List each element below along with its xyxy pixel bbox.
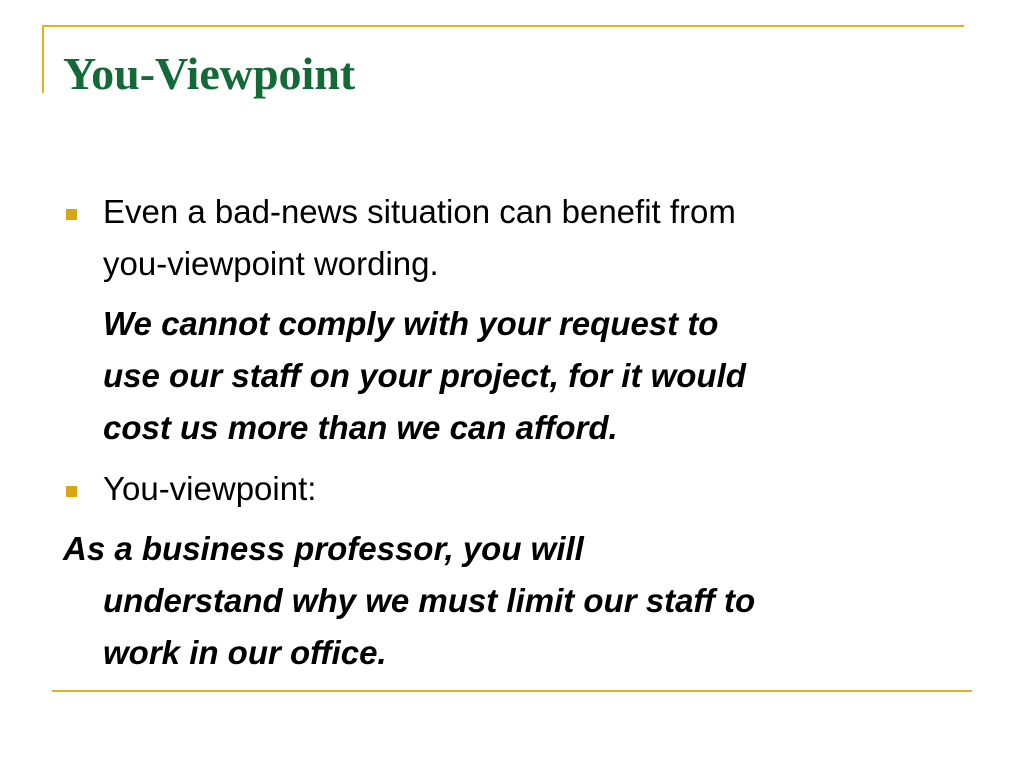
bullet-1-text bbox=[103, 186, 736, 290]
example-2-line-1: As a business professor, you will bbox=[63, 530, 584, 567]
bullet-2-line-1: You-viewpoint: bbox=[103, 470, 317, 507]
square-bullet-icon bbox=[66, 486, 77, 497]
example-2-line-3: work in our office. bbox=[103, 634, 387, 671]
frame-bottom-rule bbox=[52, 690, 972, 692]
example-1-line-2: use our staff on your project, for it would bbox=[103, 357, 746, 394]
example-1-text bbox=[103, 298, 746, 454]
bullet-2-text bbox=[103, 463, 316, 515]
example-1-line-3: cost us more than we can afford. bbox=[103, 409, 618, 446]
bullet-1-line-2: you-viewpoint wording. bbox=[103, 245, 439, 282]
example-2-line-2: understand why we must limit our staff to bbox=[103, 582, 756, 619]
example-2-text bbox=[63, 523, 755, 679]
example-1-line-1: We cannot comply with your request to bbox=[103, 305, 719, 342]
bullet-1-line-1: Even a bad-news situation can benefit from bbox=[103, 193, 736, 230]
slide-title: You-Viewpoint bbox=[63, 48, 356, 99]
square-bullet-icon bbox=[66, 209, 77, 220]
frame-top-rule bbox=[42, 25, 964, 27]
frame-left-rule bbox=[42, 25, 44, 93]
